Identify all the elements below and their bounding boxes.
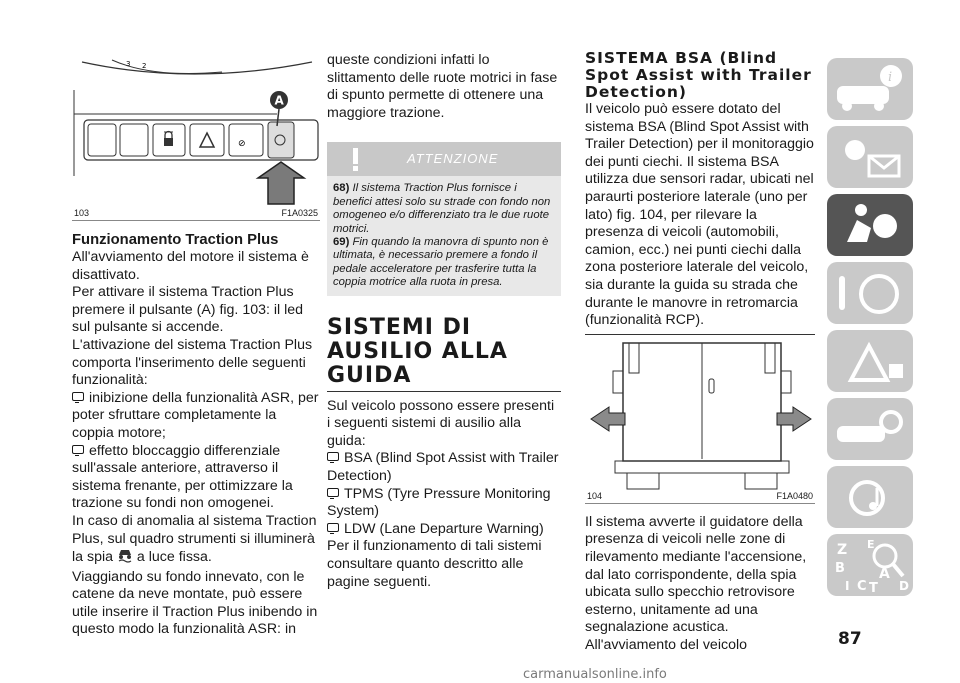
traction-plus-button-illustration — [72, 56, 320, 208]
index-icon — [827, 534, 913, 596]
paragraph: Per attivare il sistema Traction Plus premere il pulsante (A) fig. 103: il led sul pulsante si accende. — [72, 284, 304, 336]
bullet-icon — [72, 445, 84, 454]
emergency-icon — [827, 330, 913, 392]
figure-103-caption — [72, 208, 320, 221]
page-number: 87 — [838, 629, 862, 649]
figure-104-caption — [585, 491, 815, 504]
van-rear-radar-illustration — [585, 341, 815, 491]
list-item: BSA (Blind Spot Assist with Trailer Detection) — [327, 450, 559, 484]
bullet-icon — [327, 452, 339, 461]
list-item: LDW (Lane Departure Warning) — [327, 521, 561, 539]
column-2 — [327, 0, 561, 591]
tab-warning-lights[interactable] — [827, 126, 913, 188]
paragraph: Per il funzionamento di tali sistemi consultare quanto descritto alle pagine seguenti. — [327, 538, 542, 590]
divider — [585, 334, 815, 335]
svg-text:Z: Z — [837, 542, 848, 558]
paragraph: queste condizioni infatti lo slittamento delle ruote motrici in fase di spunto permette di ottenere una maggiore trazione. — [327, 52, 558, 121]
paragraph: All'avviamento del motore il sistema è disattivato. — [72, 249, 309, 283]
svg-text:⊘: ⊘ — [238, 139, 246, 149]
info-car-icon — [827, 58, 913, 120]
list-item: inibizione della funzionalità ASR, per poter sfruttare completamente la coppia motore; — [72, 389, 319, 441]
paragraph: Il veicolo può essere dotato del sistema BSA (Blind Spot Assist with Trailer Detection) per il monitoraggio dei punti ciechi. Il sistema BSA utilizza due sensori radar, ubicati nel paraurti posteriore laterale (uno per lato) fig. 104, per rilevare la presenza di veicoli (automobili, camion, ecc.) nei punti ciechi dalla zona posteriore laterale del veicolo, sia durante la guida su strada che durante le manovre in retromarcia (funzionalità RCP). — [585, 101, 814, 329]
section-heading: Funzionamento Traction Plus — [72, 232, 279, 248]
svg-text:2: 2 — [142, 62, 147, 70]
paragraph: Viaggiando su fondo innevato, con le catene da neve montate, può essere utile inserire il Traction Plus inibendo in questo modo la funzionalità ASR: in — [72, 568, 318, 638]
tab-safety[interactable] — [827, 194, 913, 256]
tab-multimedia[interactable] — [827, 466, 913, 528]
list-item: TPMS (Tyre Pressure Monitoring System) — [327, 485, 551, 520]
svg-text:D: D — [899, 579, 909, 593]
tab-starting-driving[interactable] — [827, 262, 913, 324]
bullet-icon — [72, 392, 84, 401]
tab-index[interactable] — [827, 534, 913, 596]
svg-text:3: 3 — [126, 60, 131, 68]
warning-header — [327, 142, 561, 176]
column-1 — [72, 0, 320, 639]
list-item: effetto bloccaggio differenziale sull'assale anteriore, attraverso il sistema frenante, per ottimizzare la trazione su fondi non omogenei. — [72, 442, 293, 512]
warning-lights-icon — [827, 126, 913, 188]
multimedia-icon — [827, 466, 913, 528]
warning-title: ATTENZIONE — [407, 151, 499, 167]
svg-text:I: I — [845, 579, 850, 593]
svg-text:C: C — [857, 579, 867, 594]
figure-code: F1A0480 — [776, 490, 813, 501]
warning-body: 68) Il sistema Traction Plus fornisce i benefici attesi solo su strade con fondo non omogeneo e/o differenziato tra le due ruote motrici. 69) Fin quando la manovra di spunto non è ultimata, è necessario premere a fondo il pedale acceleratore per trasferire tutta la coppia motrice alla ruota in presa. — [333, 182, 551, 289]
column-3 — [585, 0, 815, 654]
svg-text:i: i — [888, 70, 893, 85]
traction-warning-light-icon — [117, 548, 133, 563]
bullet-icon — [327, 488, 339, 497]
maintenance-icon — [827, 398, 913, 460]
svg-text:A: A — [879, 566, 890, 582]
watermark: carmanualsonline.info — [523, 667, 667, 682]
section-heading: SISTEMI DI AUSILIO ALLA GUIDA — [327, 314, 508, 388]
paragraph: Il sistema avverte il guidatore della presenza di veicoli nelle zone di rilevamento mediante l'accensione, dal lato corrispondente, della spia ubicata sullo specchio retrovisore esterno, unitamente ad una segnalazione acustica. All'avviamento del veicolo — [585, 513, 807, 653]
section-heading: SISTEMA BSA (Blind Spot Assist with Trailer Detection) — [585, 49, 812, 101]
tab-emergency[interactable] — [827, 330, 913, 392]
svg-text:T: T — [869, 581, 878, 596]
figure-number: 104 — [587, 490, 603, 501]
paragraph: Sul veicolo possono essere presenti i seguenti sistemi di ausilio alla guida: — [327, 397, 555, 449]
figure-number: 103 — [74, 208, 90, 218]
safety-icon — [827, 194, 913, 256]
tab-maintenance[interactable] — [827, 398, 913, 460]
svg-text:B: B — [835, 561, 845, 576]
divider — [327, 391, 561, 392]
figure-code: F1A0325 — [281, 208, 318, 218]
svg-text:A: A — [274, 93, 284, 108]
paragraph: L'attivazione del sistema Traction Plus comporta l'inserimento delle seguenti funzionalità: — [72, 336, 313, 389]
svg-text:E: E — [867, 538, 875, 551]
chapter-sidebar — [827, 58, 913, 602]
warning-box — [327, 142, 561, 295]
bullet-icon — [327, 523, 339, 532]
warning-icon — [337, 145, 377, 175]
tab-info-car[interactable] — [827, 58, 913, 120]
starting-driving-icon — [827, 262, 913, 324]
paragraph: In caso di anomalia al sistema Traction Plus, sul quadro strumenti si illuminerà la spia a luce fissa. — [72, 512, 317, 566]
